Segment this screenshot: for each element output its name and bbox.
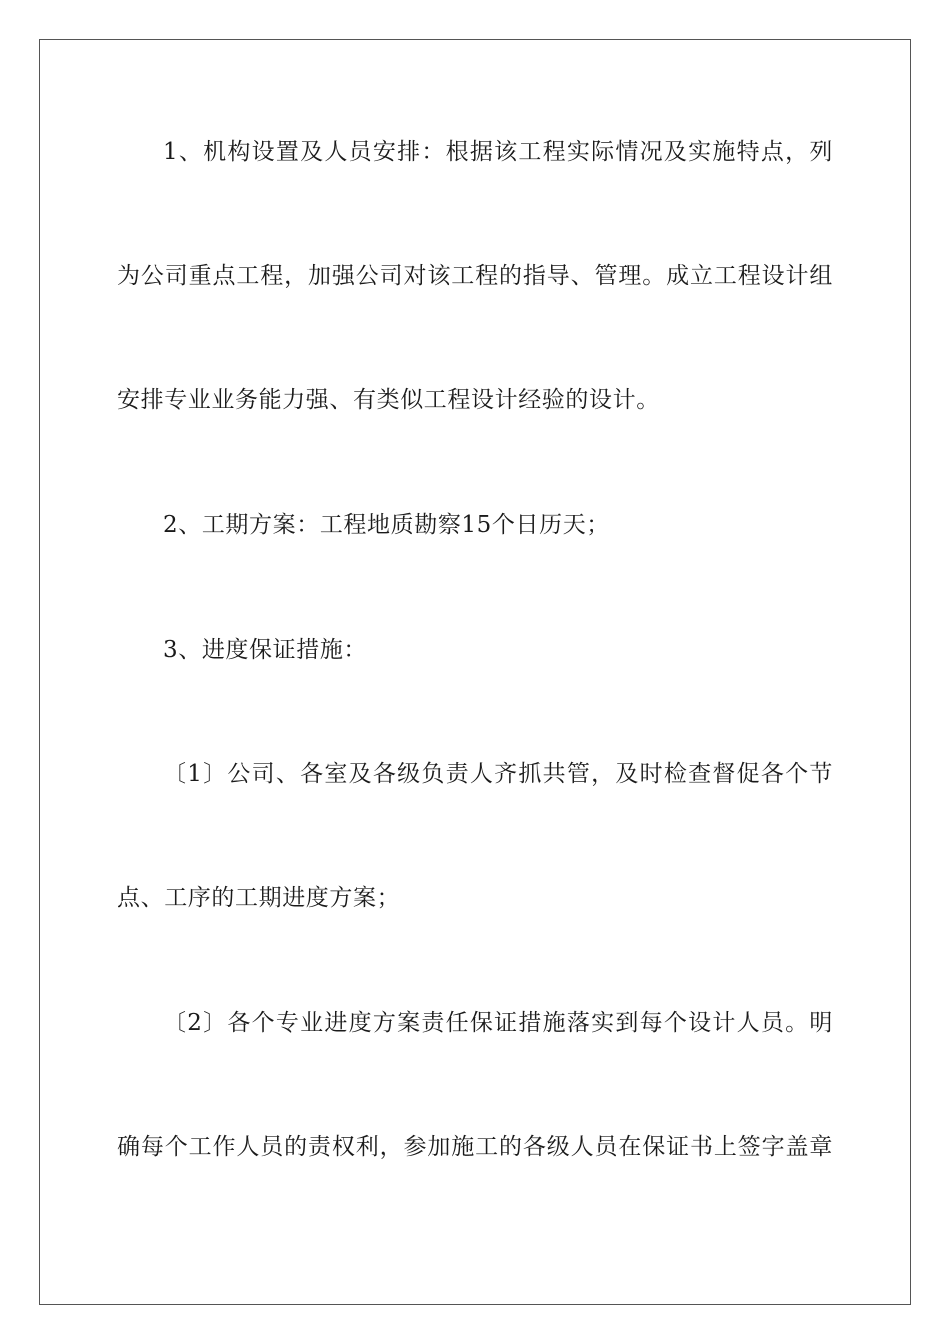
paragraph-1-line-1: 1、机构设置及人员安排：根据该工程实际情况及实施特点，列 [163, 139, 833, 165]
paragraph-3-line-1: 3、进度保证措施： [163, 637, 368, 663]
paragraph-5-line-1: 〔2〕各个专业进度方案责任保证措施落实到每个设计人员。明 [163, 1010, 833, 1036]
paragraph-4-line-2: 点、工序的工期进度方案； [117, 885, 401, 911]
paragraph-1-line-2: 为公司重点工程，加强公司对该工程的指导、管理。成立工程设计组 [117, 263, 833, 289]
paragraph-4-line-1: 〔1〕公司、各室及各级负责人齐抓共管，及时检查督促各个节 [163, 761, 833, 787]
paragraph-5-line-2: 确每个工作人员的责权利，参加施工的各级人员在保证书上签字盖章 [117, 1134, 833, 1160]
paragraph-1-line-3: 安排专业业务能力强、有类似工程设计经验的设计。 [117, 387, 660, 413]
page-border [39, 39, 911, 1305]
paragraph-2-line-1: 2、工期方案：工程地质勘察15个日历天； [163, 512, 610, 538]
